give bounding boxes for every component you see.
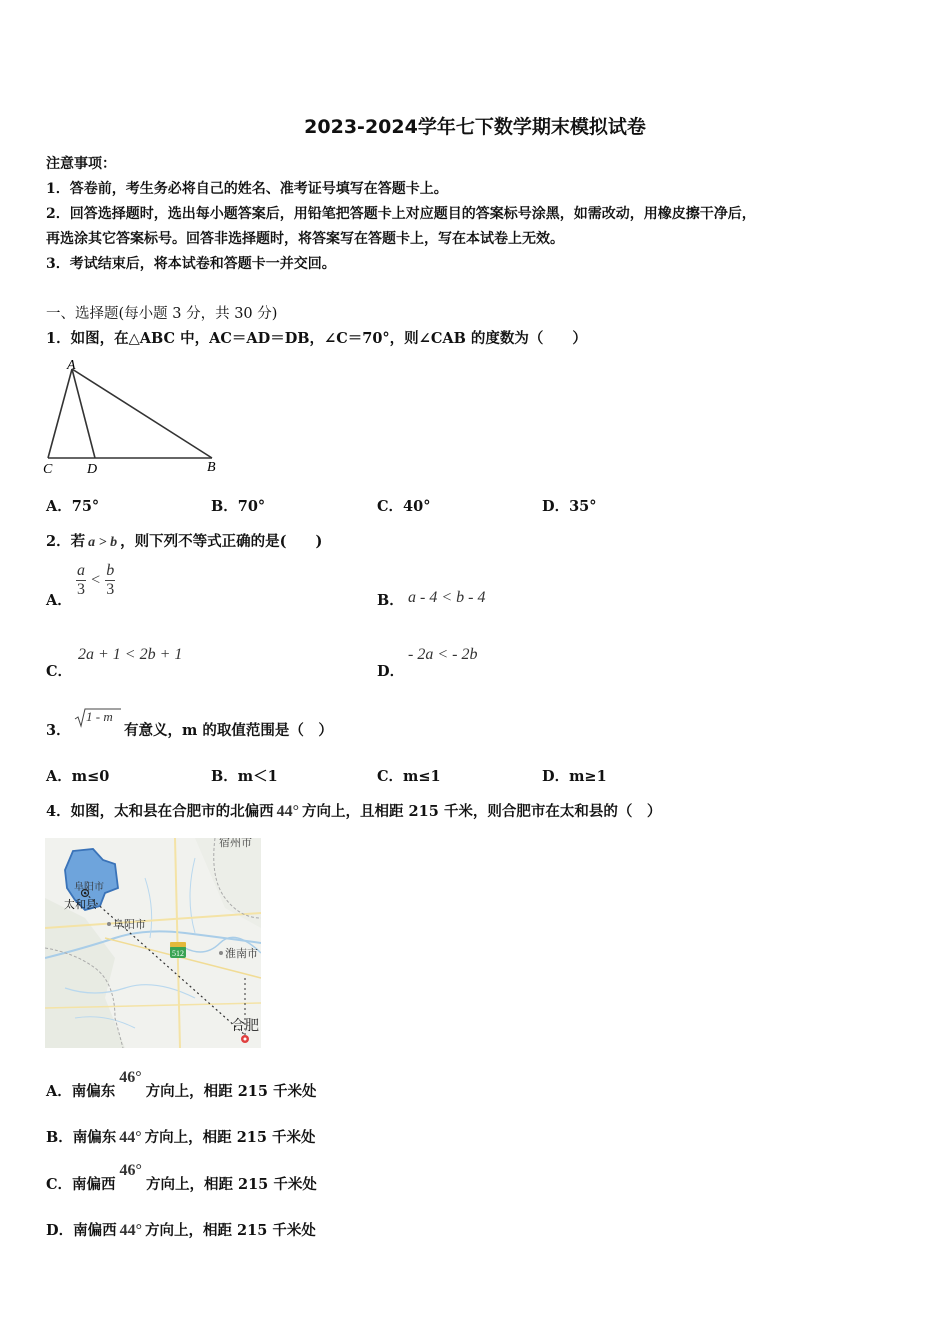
- label-hefei: 合肥: [231, 1019, 259, 1034]
- huainan-marker: [219, 951, 223, 955]
- q4-stem-end: 方向上，且相距 215 千米，则合肥市在太和县的（ ）: [302, 803, 662, 820]
- q3-option-d[interactable]: D．m≥1: [542, 768, 607, 785]
- q2-condition: a > b: [88, 535, 118, 550]
- angle-46: 46°: [119, 1162, 142, 1179]
- q2-option-b-label[interactable]: B．: [377, 592, 404, 609]
- label-c: C: [43, 462, 53, 477]
- page-title: 2023-2024学年七下数学期末模拟试卷: [304, 116, 646, 138]
- q2-option-d-expr[interactable]: - 2a < - 2b: [408, 646, 478, 663]
- q4-option-b[interactable]: B．南偏东 44° 方向上，相距 215 千米处: [46, 1129, 316, 1146]
- label-taihe: 太和县: [64, 899, 97, 911]
- q2-option-d-label[interactable]: D．: [377, 663, 405, 680]
- q4-option-a[interactable]: A．南偏东46°方向上，相距 215 千米处: [46, 1069, 317, 1100]
- label-d: D: [87, 462, 98, 477]
- q2-option-a-label[interactable]: A．: [46, 592, 72, 609]
- q2-option-b-expr[interactable]: a - 4 < b - 4: [408, 589, 486, 606]
- q1-option-a[interactable]: A．75°: [46, 498, 100, 515]
- notes-heading: 注意事项：: [46, 156, 116, 172]
- q3-radicand: 1 - m: [86, 709, 113, 724]
- angle-46: 46°: [119, 1069, 142, 1086]
- label-suzhou: 宿州市: [219, 838, 252, 849]
- label-fuyang-top: 阜阳市: [74, 882, 104, 893]
- q2-stem: [46, 530, 322, 551]
- note-line-1: 1．答卷前，考生务必将自己的姓名、准考证号填写在答题卡上。: [46, 181, 448, 197]
- q3-number: 3．: [46, 722, 71, 739]
- q3-option-c[interactable]: C．m≤1: [377, 768, 441, 785]
- angle-44: 44°: [119, 1222, 142, 1239]
- note-line-2b: 再选涂其它答案标号。回答非选择题时，将答案写在答题卡上，写在本试卷上无效。: [46, 231, 564, 247]
- q1-triangle-figure: [40, 355, 230, 480]
- q1-option-b[interactable]: B．70°: [211, 498, 266, 515]
- q1-option-c[interactable]: C．40°: [377, 498, 431, 515]
- label-huainan: 淮南市: [225, 948, 258, 960]
- q1-stem: 1．如图，在△ABC 中，AC＝AD＝DB，∠C＝70°，则∠CAB 的度数为（ ）: [46, 330, 587, 347]
- q3-option-b[interactable]: B．m＜1: [211, 768, 278, 785]
- q4-option-c[interactable]: C．南偏西46°方向上，相距 215 千米处: [46, 1162, 317, 1193]
- fraction-a-over-3: $\frac{a}{3}$: [77, 562, 85, 598]
- label-b: B: [207, 460, 216, 475]
- q4-map: [45, 838, 261, 1048]
- q2-stem-start: 2．若: [46, 533, 86, 550]
- q2-option-c-label[interactable]: C．: [46, 663, 73, 680]
- q4-stem-start: 4．如图，太和县在合肥市的北偏西: [46, 803, 274, 820]
- road-number: 512: [172, 949, 184, 958]
- q3-option-a[interactable]: A．m≤0: [46, 768, 110, 785]
- side-ab: [72, 369, 212, 458]
- q2-option-c-expr[interactable]: 2a + 1 < 2b + 1: [78, 646, 183, 663]
- note-line-3: 3．考试结束后，将本试卷和答题卡一并交回。: [46, 256, 336, 272]
- q4-stem: [46, 800, 661, 821]
- q2-stem-end: ，则下列不等式正确的是( ): [120, 533, 323, 550]
- q4-angle: 44°: [276, 803, 299, 820]
- q2-option-a-expr[interactable]: $\frac{a}{3}$ < $\frac{b}{3}$: [77, 562, 115, 598]
- q4-option-d[interactable]: D．南偏西 44° 方向上，相距 215 千米处: [46, 1222, 316, 1239]
- fraction-b-over-3: $\frac{b}{3}$: [106, 562, 115, 598]
- q1-option-d[interactable]: D．35°: [542, 498, 597, 515]
- q3-stem: 有意义，m 的取值范围是（ ）: [124, 722, 333, 739]
- note-line-2a: 2．回答选择题时，选出每小题答案后，用铅笔把答题卡上对应题目的答案标号涂黑，如需改动，用橡皮擦干净后，: [46, 206, 756, 222]
- label-a: A: [67, 358, 76, 373]
- label-fuyang: 阜阳市: [113, 919, 146, 931]
- angle-44: 44°: [119, 1129, 142, 1146]
- section-heading: 一、选择题(每小题 3 分，共 30 分): [46, 306, 278, 322]
- fuyang-marker: [107, 922, 111, 926]
- side-ac: [48, 369, 72, 458]
